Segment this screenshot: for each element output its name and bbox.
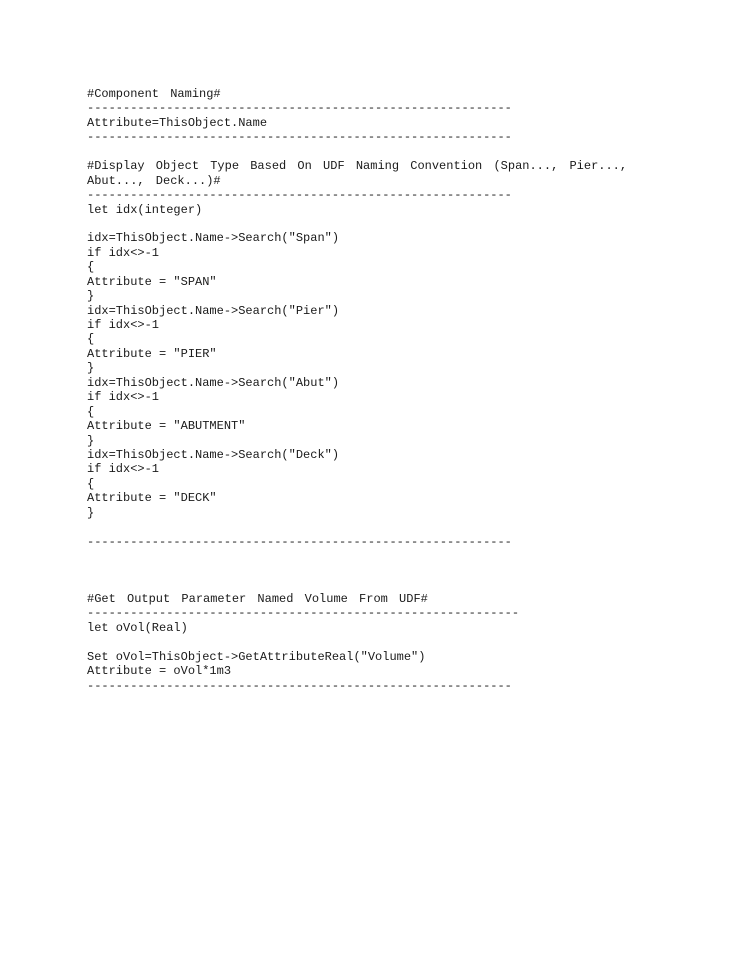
code-line: Attribute = "PIER"	[87, 346, 217, 361]
spacer	[87, 549, 647, 592]
blank-line	[87, 217, 647, 231]
code-line: let idx(integer)	[87, 202, 203, 217]
separator-line: -----------------------------------------------------------	[87, 101, 512, 116]
separator-line: -----------------------------------------------------------	[87, 188, 512, 203]
code-line: if idx<>-1	[87, 462, 160, 477]
code-line: idx=ThisObject.Name->Search("Span")	[87, 231, 340, 246]
separator-line: ------------------------------------------------------------	[87, 606, 520, 621]
separator-line: -----------------------------------------------------------	[87, 534, 512, 549]
heading-get-output-parameter: #Get Output Parameter Named Volume From UDF#	[87, 592, 428, 606]
section-display-object-type	[87, 145, 647, 549]
code-line: idx=ThisObject.Name->Search("Deck")	[87, 447, 340, 462]
code-line: Set oVol=ThisObject->GetAttributeReal("Volume")	[87, 649, 426, 664]
blank-line	[87, 635, 647, 649]
blank-line	[87, 520, 647, 534]
blank-line	[87, 145, 647, 159]
code-line: {	[87, 332, 95, 347]
code-line: idx=ThisObject.Name->Search("Abut")	[87, 375, 340, 390]
code-line: {	[87, 260, 95, 275]
code-line: {	[87, 404, 95, 419]
section-component-naming	[87, 87, 647, 145]
heading-component-naming: #Component Naming#	[87, 87, 221, 101]
code-line: Attribute = "ABUTMENT"	[87, 419, 246, 434]
heading-display-object-type: #Display Object Type Based On UDF Naming Convention (Span..., Pier...,	[87, 159, 628, 174]
code-line: }	[87, 289, 95, 304]
code-line: }	[87, 433, 95, 448]
code-line: if idx<>-1	[87, 245, 160, 260]
code-line: let oVol(Real)	[87, 620, 188, 635]
document-body	[87, 87, 647, 693]
code-line: Attribute = "DECK"	[87, 491, 217, 506]
code-line: Attribute=ThisObject.Name	[87, 115, 268, 130]
separator-line: -----------------------------------------------------------	[87, 678, 512, 693]
code-line: Attribute = oVol*1m3	[87, 664, 232, 679]
code-line: idx=ThisObject.Name->Search("Pier")	[87, 303, 340, 318]
code-line: if idx<>-1	[87, 318, 160, 332]
section-get-output-parameter	[87, 592, 647, 693]
code-line: Attribute = "SPAN"	[87, 274, 217, 289]
code-line: }	[87, 361, 95, 376]
code-line: {	[87, 476, 95, 491]
separator-line: -----------------------------------------------------------	[87, 130, 512, 145]
heading-display-object-type-cont: Abut..., Deck...)#	[87, 173, 221, 188]
code-line: if idx<>-1	[87, 390, 160, 405]
code-line: }	[87, 505, 95, 520]
